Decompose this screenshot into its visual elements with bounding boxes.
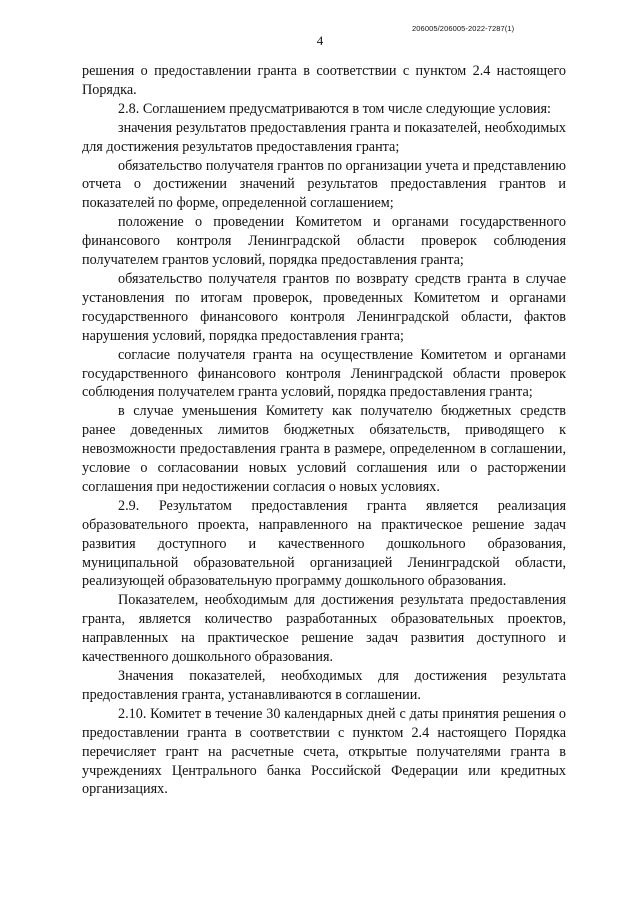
paragraph: обязательство получателя грантов по организации учета и представлению отчета о достижении значений результатов предоставления грантов и показателей по форме, определенной соглашением; xyxy=(82,157,566,212)
paragraph: Показателем, необходимым для достижения результата предоставления гранта, является количество разработанных образовательных проектов, направленных на практическое решение задач развития доступного и качественного дошкольного образования. xyxy=(82,592,566,666)
paragraph: обязательство получателя грантов по возврату средств гранта в случае установления по итогам проверок, проведенных Комитетом и органами государственного финансового контроля Ленинградской области, фактов нарушения условий, порядка предоставления гранта; xyxy=(82,270,566,344)
paragraph: в случае уменьшения Комитету как получателю бюджетных средств ранее доведенных лимитов бюджетных обязательств, приводящего к невозможности предоставления гранта в размере, определенном в соглашении, условие о согласовании новых условий соглашения или о расторжении соглашения при недостижении согласия о новых условиях. xyxy=(82,403,566,495)
paragraph: 2.9. Результатом предоставления гранта является реализация образовательного проекта, направленного на практическое решение задач развития доступного и качественного дошкольного образования, муниципальной образовательной организацией Ленинградской области, реализующей образовательную программу дошкольного образования. xyxy=(82,497,566,590)
document-id: 206005/206005-2022-7287(1) xyxy=(412,24,515,33)
paragraph: 2.8. Соглашением предусматриваются в том числе следующие условия: xyxy=(118,100,551,117)
document-body xyxy=(82,62,566,799)
paragraph: положение о проведении Комитетом и органами государственного финансового контроля Ленинградской области проверок соблюдения получателем грантов условий, порядка предоставления гранта; xyxy=(82,214,566,269)
paragraph: значения результатов предоставления гранта и показателей, необходимых для достижения результатов предоставления гранта; xyxy=(82,119,566,155)
paragraph: решения о предоставлении гранта в соответствии с пунктом 2.4 настоящего Порядка. xyxy=(82,63,566,98)
paragraph: 2.10. Комитет в течение 30 календарных дней с даты принятия решения о предоставлении гранта в соответствии с пунктом 2.4 настоящего Порядка перечисляет грант на расчетные счета, открытые получателями гранта в учреждениях Центрального банка Российской Федерации или кредитных организациях. xyxy=(82,705,566,798)
paragraph: согласие получателя гранта на осуществление Комитетом и органами государственного финансового контроля Ленинградской области проверок соблюдения получателем гранта условий, порядка предоставления гранта; xyxy=(82,346,566,401)
paragraph: Значения показателей, необходимых для достижения результата предоставления гранта, устанавливаются в соглашении. xyxy=(82,668,566,703)
page-number: 4 xyxy=(316,33,324,48)
